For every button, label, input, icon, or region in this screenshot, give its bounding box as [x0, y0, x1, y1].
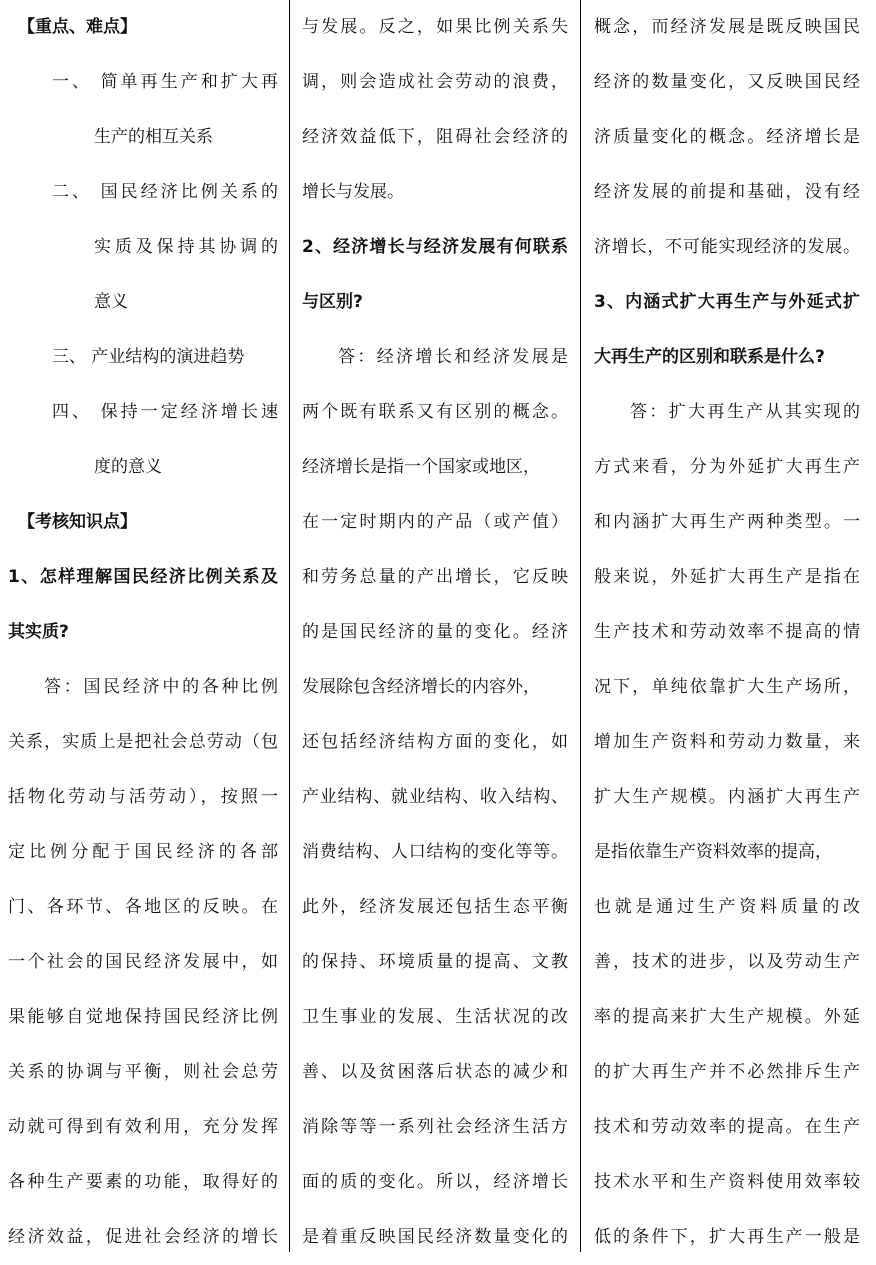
text-line: 的扩大再生产并不必然排斥生产 — [594, 1062, 860, 1082]
text-line: 门、各环节、各地区的反映。在 — [8, 897, 278, 917]
text-line: 和劳务总量的产出增长，它反映 — [302, 567, 568, 587]
text-line: 增加生产资料和劳动力数量，来 — [594, 732, 860, 752]
text-line: 面的质的变化。所以，经济增长 — [302, 1172, 568, 1192]
text-line: 答：国民经济中的各种比例 — [44, 677, 278, 697]
text-line: 的保持、环境质量的提高、文教 — [302, 952, 568, 972]
column-1 — [8, 0, 278, 1265]
text-line: 意义 — [94, 292, 128, 312]
text-line: 定比例分配于国民经济的各部 — [8, 842, 278, 862]
heading-line: 其实质? — [8, 622, 69, 642]
text-line: 卫生事业的发展、生活状况的改 — [302, 1007, 568, 1027]
text-line: 技术和劳动效率的提高。在生产 — [594, 1117, 860, 1137]
text-line: 此外，经济发展还包括生态平衡 — [302, 897, 568, 917]
text-line: 增长与发展。 — [302, 182, 404, 202]
text-line: 济增长，不可能实现经济的发展。 — [594, 237, 860, 257]
text-line: 括物化劳动与活劳动），按照一 — [8, 787, 278, 807]
text-line: 经济发展的前提和基础，没有经 — [594, 182, 860, 202]
text-line: 经济增长是指一个国家或地区， — [302, 457, 540, 477]
text-line: 关系，实质上是把社会总劳动（包 — [8, 732, 278, 752]
text-line: 况下，单纯依靠扩大生产场所， — [594, 677, 860, 697]
heading-line: 与区别? — [302, 292, 363, 312]
text-line: 调，则会造成社会劳动的浪费， — [302, 72, 568, 92]
text-line: 四、 保持一定经济增长速 — [52, 402, 278, 422]
text-line: 生产的相互关系 — [94, 127, 213, 147]
text-line: 济质量变化的概念。经济增长是 — [594, 127, 860, 147]
column-divider — [289, 0, 290, 1252]
text-line: 般来说，外延扩大再生产是指在 — [594, 567, 860, 587]
text-line: 在一定时期内的产品（或产值） — [302, 512, 568, 532]
text-line: 生产技术和劳动效率不提高的情 — [594, 622, 860, 642]
text-line: 答：经济增长和经济发展是 — [338, 347, 568, 367]
text-line: 是指依靠生产资料效率的提高， — [594, 842, 832, 862]
column-3 — [594, 0, 860, 1265]
text-line: 两个既有联系又有区别的概念。 — [302, 402, 568, 422]
text-line: 概念，而经济发展是既反映国民 — [594, 17, 860, 37]
text-line: 还包括经济结构方面的变化，如 — [302, 732, 568, 752]
text-line: 善、以及贫困落后状态的减少和 — [302, 1062, 568, 1082]
text-line: 善，技术的进步，以及劳动生产 — [594, 952, 860, 972]
text-line: 经济效益低下，阻碍社会经济的 — [302, 127, 568, 147]
text-line: 二、 国民经济比例关系的 — [52, 182, 278, 202]
heading-line: 1、怎样理解国民经济比例关系及 — [8, 567, 278, 587]
text-line: 实质及保持其协调的 — [94, 237, 278, 257]
heading-line: 3、内涵式扩大再生产与外延式扩 — [594, 292, 860, 312]
text-line: 消费结构、人口结构的变化等等。 — [302, 842, 568, 862]
text-line: 是着重反映国民经济数量变化的 — [302, 1227, 568, 1247]
column-2 — [302, 0, 568, 1265]
text-line: 技术水平和生产资料使用效率较 — [594, 1172, 860, 1192]
text-line: 关系的协调与平衡，则社会总劳 — [8, 1062, 278, 1082]
text-line: 各种生产要素的功能，取得好的 — [8, 1172, 278, 1192]
heading-line: 2、经济增长与经济发展有何联系 — [302, 237, 568, 257]
heading-line: 【重点、难点】 — [18, 17, 137, 37]
text-line: 经济效益，促进社会经济的增长 — [8, 1227, 278, 1247]
column-divider — [580, 0, 581, 1252]
text-line: 率的提高来扩大生产规模。外延 — [594, 1007, 860, 1027]
text-line: 低的条件下，扩大再生产一般是 — [594, 1227, 860, 1247]
text-line: 答：扩大再生产从其实现的 — [630, 402, 860, 422]
text-line: 消除等等一系列社会经济生活方 — [302, 1117, 568, 1137]
heading-line: 大再生产的区别和联系是什么? — [594, 347, 825, 367]
text-line: 方式来看，分为外延扩大再生产 — [594, 457, 860, 477]
text-line: 动就可得到有效利用，充分发挥 — [8, 1117, 278, 1137]
text-line: 度的意义 — [94, 457, 162, 477]
text-line: 也就是通过生产资料质量的改 — [594, 897, 860, 917]
text-line: 一个社会的国民经济发展中，如 — [8, 952, 278, 972]
text-line: 三、 产业结构的演进趋势 — [52, 347, 245, 367]
text-line: 与发展。反之，如果比例关系失 — [302, 17, 568, 37]
text-line: 一、 简单再生产和扩大再 — [52, 72, 278, 92]
text-line: 的是国民经济的量的变化。经济 — [302, 622, 568, 642]
text-line: 经济的数量变化，又反映国民经 — [594, 72, 860, 92]
text-line: 产业结构、就业结构、收入结构、 — [302, 787, 568, 807]
text-line: 果能够自觉地保持国民经济比例 — [8, 1007, 278, 1027]
text-line: 扩大生产规模。内涵扩大再生产 — [594, 787, 860, 807]
text-line: 和内涵扩大再生产两种类型。一 — [594, 512, 860, 532]
heading-line: 【考核知识点】 — [18, 512, 137, 532]
text-line: 发展除包含经济增长的内容外， — [302, 677, 540, 697]
